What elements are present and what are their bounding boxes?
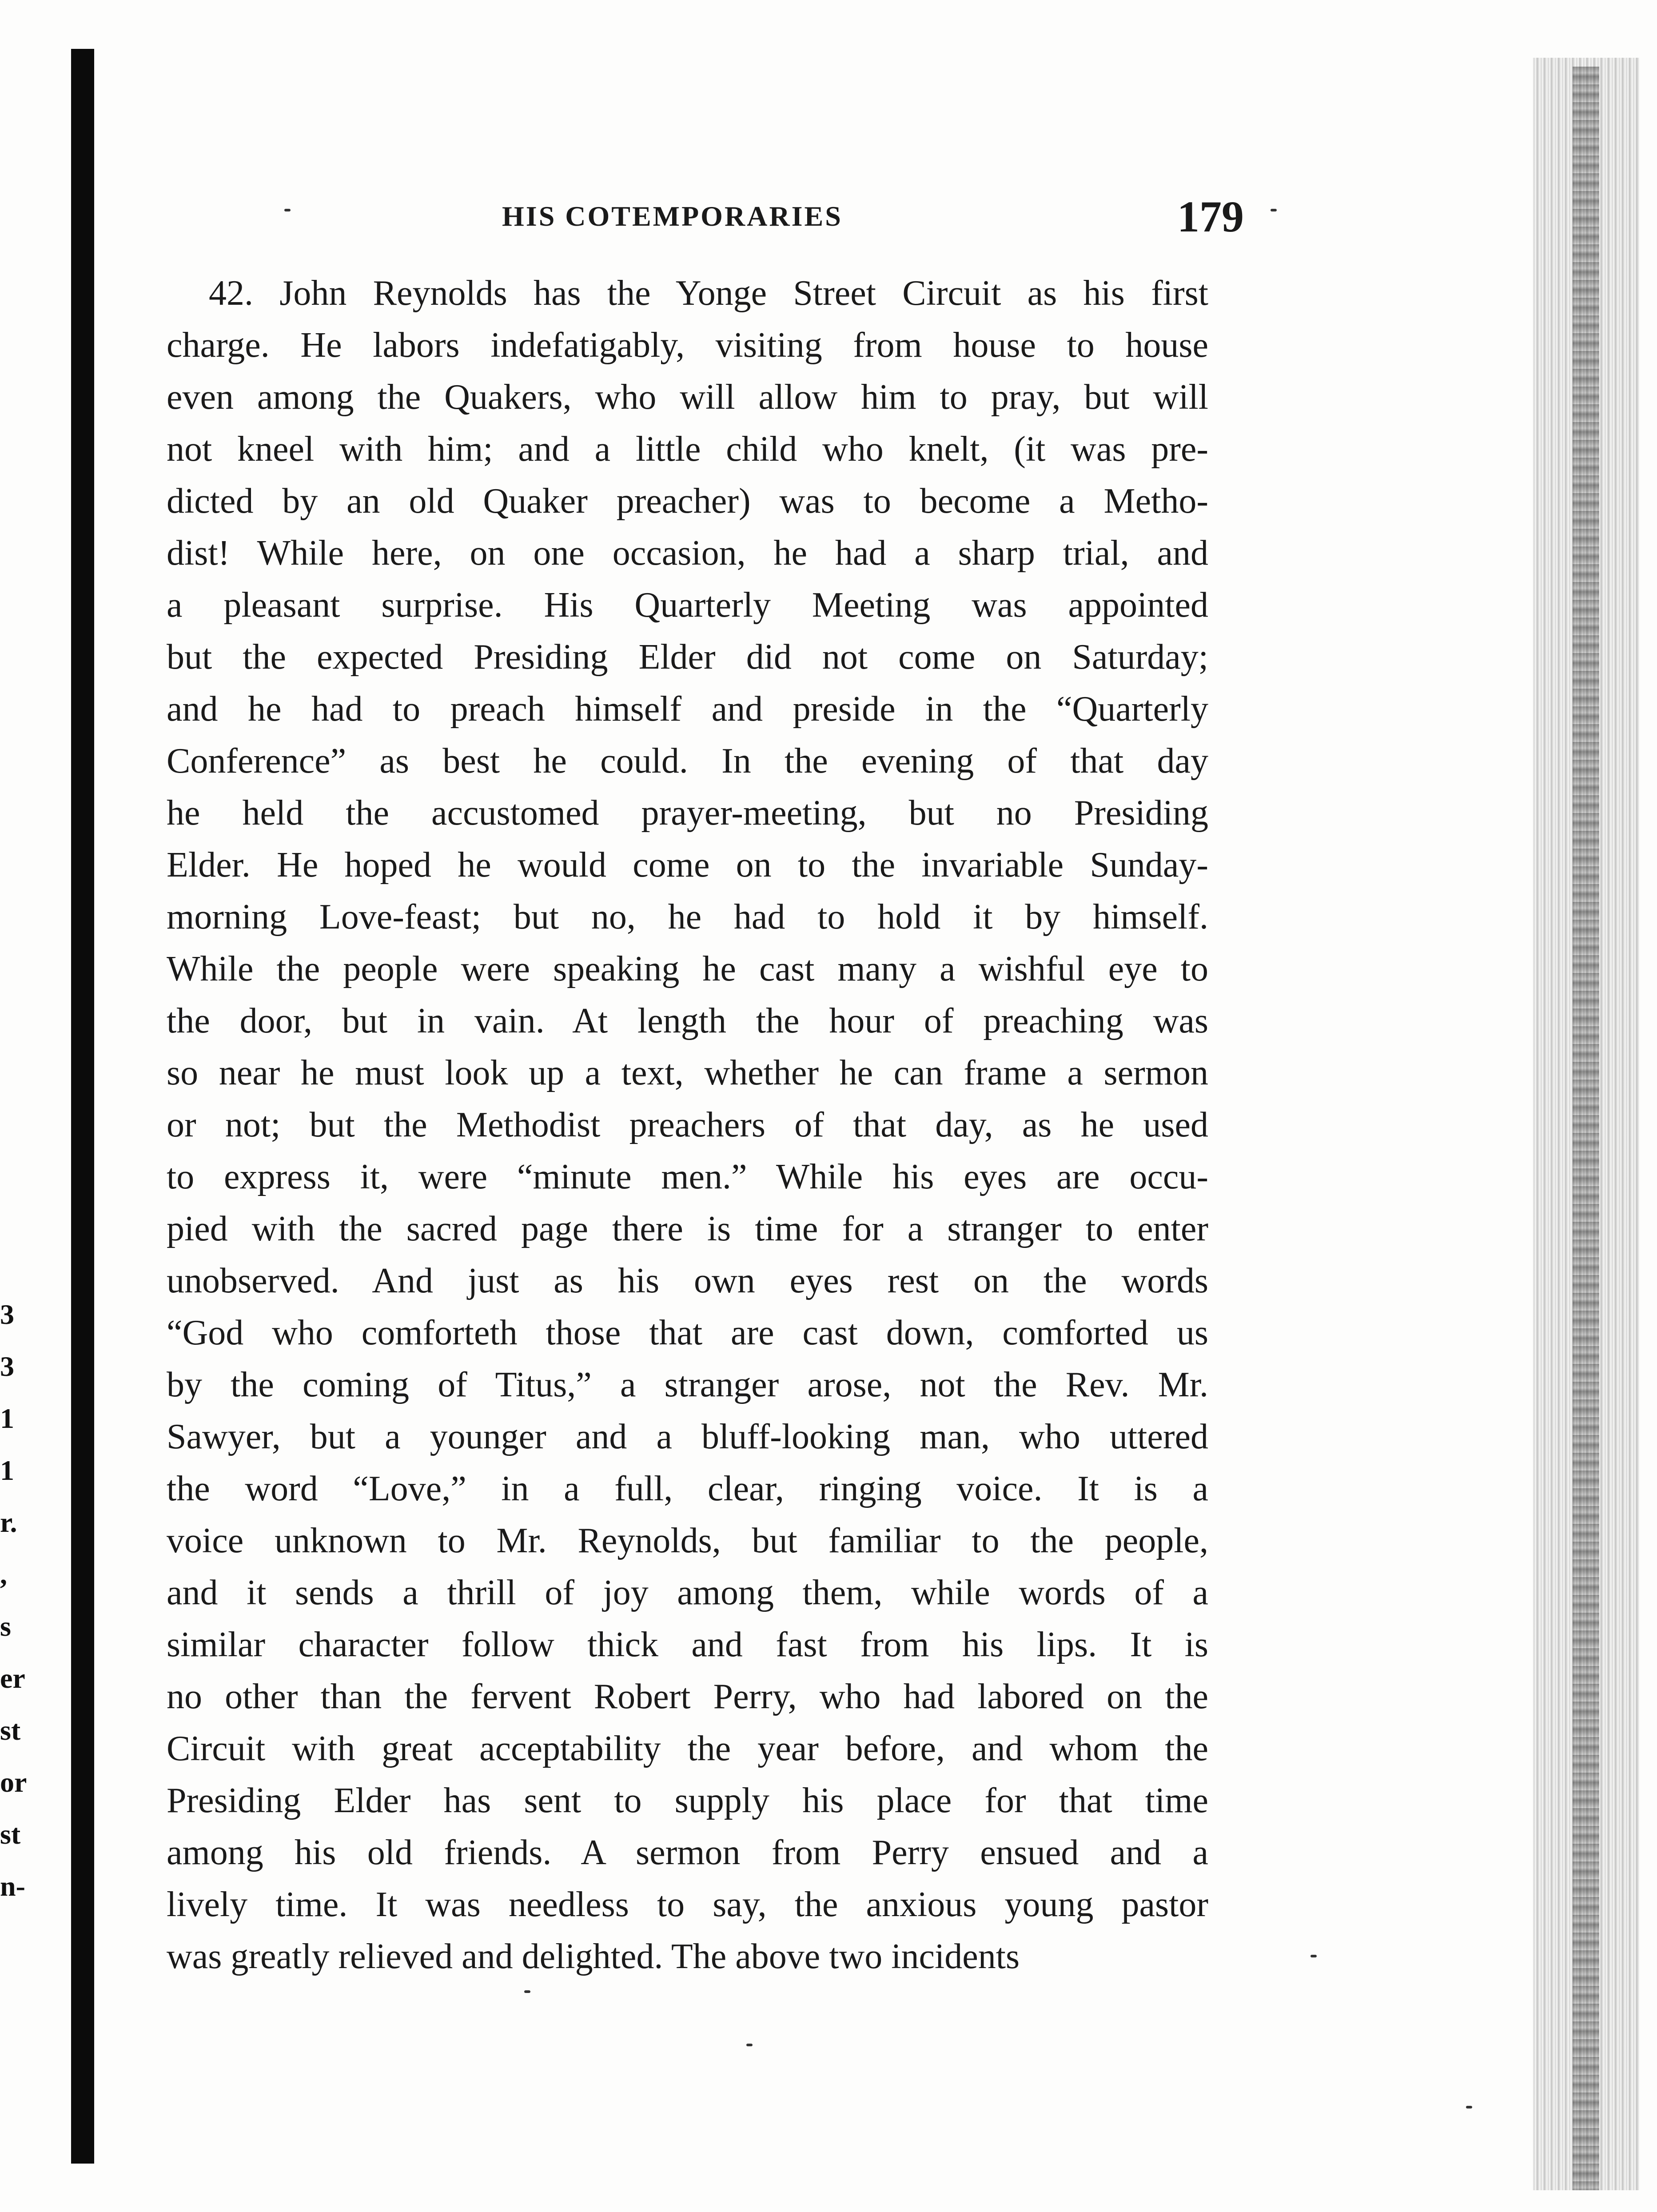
margin-fragment: er (0, 1662, 25, 1694)
text-line: voice unknown to Mr. Reynolds, but familiar to the people, (167, 1521, 1208, 1560)
text-line: no other than the fervent Robert Perry, who had labored on the (167, 1677, 1208, 1716)
text-line: Circuit with great acceptability the year before, and whom the (167, 1729, 1208, 1768)
scan-speck (1310, 1955, 1317, 1957)
text-line: to express it, were “minute men.” While his eyes are occu- (167, 1157, 1208, 1196)
text-line: even among the Quakers, who will allow him to pray, but will (167, 378, 1208, 417)
scan-speck (1466, 2106, 1472, 2108)
text-line: and it sends a thrill of joy among them, while words of a (167, 1573, 1208, 1612)
text-line: the door, but in vain. At length the hour of preaching was (167, 1001, 1208, 1040)
running-head (169, 191, 1262, 240)
margin-fragment: 1 (0, 1455, 14, 1486)
running-head-title: HIS COTEMPORARIES (502, 200, 843, 232)
text-line: or not; but the Methodist preachers of that day, as he used (167, 1105, 1208, 1144)
margin-fragment: 3 (0, 1351, 14, 1382)
text-line: Sawyer, but a younger and a bluff-looking man, who uttered (167, 1417, 1208, 1456)
text-line: dist! While here, on one occasion, he had a sharp trial, and (167, 534, 1208, 573)
text-line: Presiding Elder has sent to supply his place for that time (167, 1781, 1208, 1820)
scan-speck (284, 209, 291, 211)
margin-fragment: st (0, 1818, 21, 1850)
text-line: he held the accustomed prayer-meeting, but no Presiding (167, 793, 1208, 833)
text-line: lively time. It was needless to say, the anxious young pastor (167, 1885, 1208, 1924)
body-text (167, 267, 1208, 1983)
text-line: but the expected Presiding Elder did not come on Saturday; (167, 638, 1208, 677)
text-line: was greatly relieved and delighted. The above two incidents (167, 1937, 1020, 1976)
text-line: and he had to preach himself and preside in the “Quarterly (167, 690, 1208, 729)
text-line: so near he must look up a text, whether he can frame a sermon (167, 1053, 1208, 1092)
page-number: 179 (1177, 192, 1244, 241)
text-line: Elder. He hoped he would come on to the invariable Sunday- (167, 845, 1208, 885)
text-line: among his old friends. A sermon from Perry ensued and a (167, 1833, 1208, 1872)
text-line: While the people were speaking he cast many a wishful eye to (167, 949, 1208, 988)
text-line: morning Love-feast; but no, he had to hold it by himself. (167, 897, 1208, 937)
text-line: by the coming of Titus,” a stranger arose, not the Rev. Mr. (167, 1365, 1208, 1404)
margin-fragment: , (0, 1558, 7, 1590)
text-line: the word “Love,” in a full, clear, ringing voice. It is a (167, 1469, 1208, 1508)
scan-speck (746, 2044, 753, 2046)
facing-page-fragments (0, 1288, 27, 1912)
text-line: dicted by an old Quaker preacher) was to become a Metho- (167, 482, 1208, 521)
margin-fragment: s (0, 1610, 11, 1642)
text-line: Conference” as best he could. In the evening of that day (167, 741, 1208, 781)
text-line: “God who comforteth those that are cast down, comforted us (167, 1313, 1208, 1352)
text-line: similar character follow thick and fast from his lips. It is (167, 1625, 1208, 1664)
text-line: not kneel with him; and a little child who knelt, (it was pre- (167, 430, 1208, 469)
text-line: pied with the sacred page there is time for a stranger to enter (167, 1209, 1208, 1248)
scan-speck (1271, 209, 1277, 211)
margin-fragment: or (0, 1766, 27, 1798)
page-edge-dark (1573, 67, 1599, 2190)
text-line: a pleasant surprise. His Quarterly Meeting was appointed (167, 586, 1208, 625)
binding-shadow (71, 49, 94, 2164)
scan-speck (524, 1990, 530, 1993)
text-line: charge. He labors indefatigably, visiting from house to house (167, 326, 1208, 365)
margin-fragment: r. (0, 1507, 17, 1538)
margin-fragment: n- (0, 1870, 25, 1902)
margin-fragment: 1 (0, 1403, 14, 1434)
margin-fragment: st (0, 1714, 21, 1746)
margin-fragment: 3 (0, 1299, 14, 1330)
text-line: unobserved. And just as his own eyes rest on the words (167, 1261, 1208, 1300)
text-line: 42. John Reynolds has the Yonge Street Circuit as his first (209, 274, 1208, 313)
